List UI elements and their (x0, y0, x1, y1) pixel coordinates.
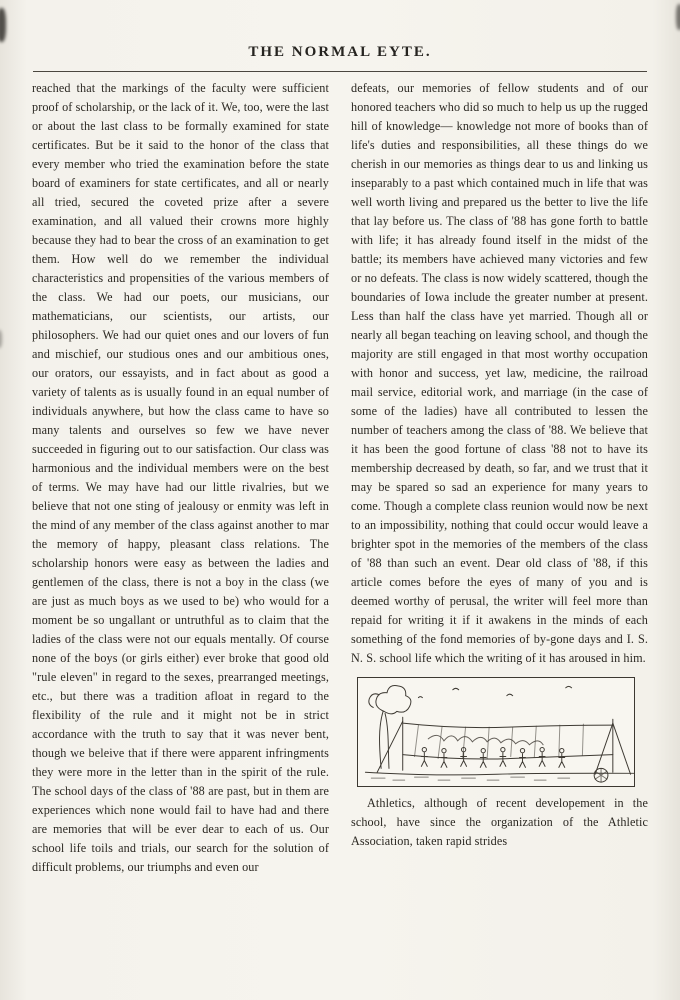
banner-top-edge (403, 723, 613, 727)
athletics-field-sketch (357, 677, 635, 787)
banner-hatching (415, 724, 584, 758)
scan-artifact (676, 4, 680, 30)
athletics-paragraph: Athletics, although of recent developement in the school, have since the organization of the Athletic Association, taken rapid strides (351, 796, 648, 848)
article-column-left (32, 79, 329, 877)
scan-artifact (0, 8, 6, 42)
banner-scrawl (428, 735, 543, 744)
bird-marks (418, 686, 571, 697)
grass-hatch (371, 777, 569, 780)
right-column-text: defeats, our memories of fellow students and of our honored teachers who did so much to help us up the rugged hill of knowledge— knowledge not more of books than of life's duties and responsibilities, all these things do we cherish in our memories as things dear to us and linking us inseparably to a past which contained much in life that was well worth living and prepared us the better to live the life that lay before us. The class of '88 has gone forth to battle with life; it has already found itself in the midst of the battle; its members have achieved many victories and few or no defeats. The class is now widely scattered, though the boundaries of Iowa include the greater number at present. Less than half the class have yet married. Though all or nearly all began teaching on leaving school, and though the majority are still engaged in that most worthy occupation with honor and success, yet law, medicine, the railroad mail service, editorial work, and marriage (in the case of some of the ladies) have all contributed to lessen the number of teachers among the class of '88. We believe that it has been the good fortune of class '88 not to have its membership decreased by death, so far, and we trust that it may be spared so sad an experience for many years to come. Though a complete class reunion would now be next to an impossibility, nothing that could occur would leave a brighter spot in the memories of the members of the class of '88 than such an event. Dear old class of '88, if this article comes before the eyes of many of you and is deemed worthy of perusal, the writer will feel more than repaid for writing it if it awakens in the minds of each something of the fond memories of by-gone days and I. S. N. S. school life which the writing of it has aroused in him. (351, 81, 648, 665)
article-column-right (351, 79, 648, 877)
banner-bottom-edge (403, 755, 613, 759)
article-body (0, 72, 680, 877)
masthead-title: THE NORMAL EYTE. (248, 44, 432, 60)
ground-line (365, 772, 634, 775)
tree-trunk (380, 711, 389, 768)
tree-foliage (376, 685, 411, 713)
left-column-text: reached that the markings of the faculty were sufficient proof of scholarship, or the lack of it. We, too, were the last or about the last class to be formally examined for state certificates. But be it said to the honor of the class that every member who tried the examination before the state board of examiners for state certificates, and all or nearly all tried, secured the coveted prize after a severe examination, and all valued their crowns more highly because they had to bear the cross of an examination to get them. How well do we remember the individual characteristics and propensities of the various members of the class. We had our poets, our musicians, our mathematicians, our scientists, our artists, our philosophers. We had our quiet ones and our lovers of fun and mischief, our studious ones and our ambitious ones, our orators, our essayists, and in fact about as good a variety of talents as is usually found in an equal number of individuals anywhere, but how the class came to have so many talents and ourselves so few we have never succeeded in figuring out to our satisfaction. Our class was harmonious and the individual members were on the best of terms. We may have had our little rivalries, but we believe that not one sting of jealousy or enmity was left in the mind of any member of the class against another to mar the memory of happy, pleasant class relations. The scholarship honors were easy as between the ladies and gentlemen of the class, there is not a boy in the class (we are just as much boys as we used to be) who would for a moment be so ungallant or untruthful as to claim that the ladies of the class were not our equals mentally. Of course none of the boys (or girls either) ever broke that good old "rule eleven" in regard to the sexes, prearranged meetings, etc., but there was a tradition afloat in regard to the flexibility of the rule and it might not be in strict accordance with the truth to say that it was never bent, though we beleive that if there were apparent infringments they were more in the letter than in the spirit of the rule. The school days of the class of '88 are past, but in them are experiences which none would fail to have had and there are memories that will be ever dear to each of us. Our school life toils and trials, our search for the solution of difficult problems, our triumphs and even our (32, 81, 329, 874)
